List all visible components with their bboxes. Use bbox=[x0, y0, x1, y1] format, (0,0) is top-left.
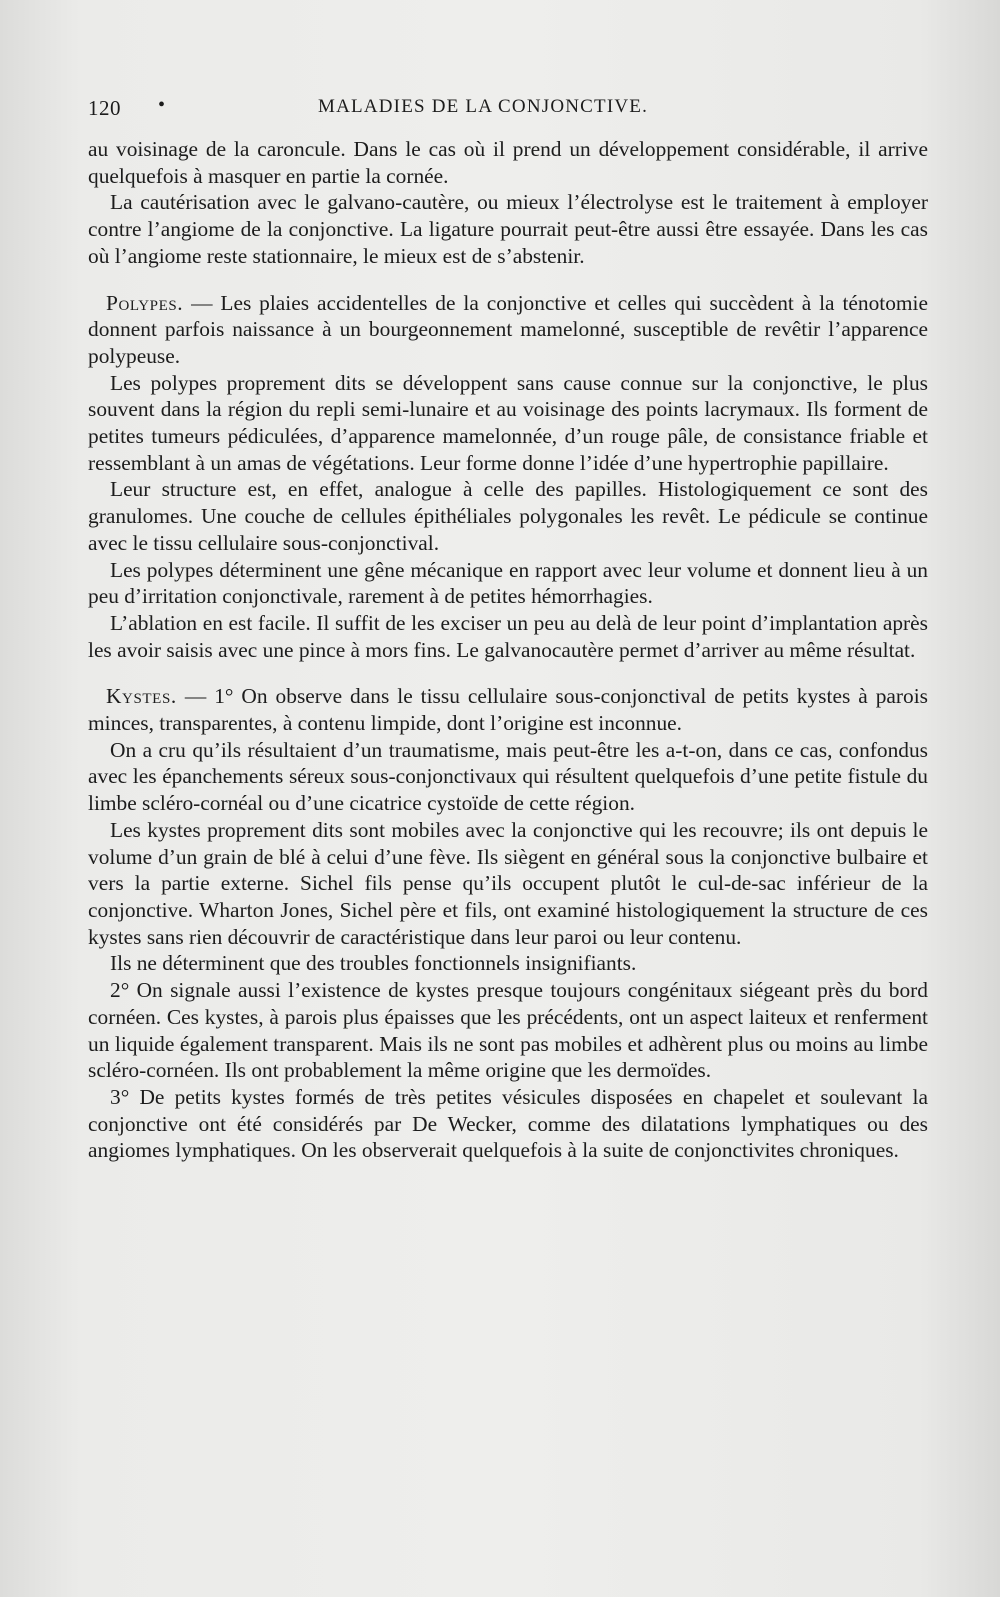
running-head: MALADIES DE LA CONJONCTIVE. bbox=[318, 96, 649, 117]
section-dash: — bbox=[183, 290, 221, 315]
paragraph-kystes-intro bbox=[88, 683, 928, 736]
page-header bbox=[88, 96, 932, 126]
header-bullet: • bbox=[158, 94, 166, 116]
body-text bbox=[88, 136, 928, 1164]
paragraph-polypes-text: Les plaies accidentelles de la conjonctive et celles qui succèdent à la ténotomie donnent parfois naissance à un bourgeonnement mamelonné, susceptible de revêtir l’apparence polypeuse. bbox=[88, 290, 928, 368]
paragraph-polypes-treatment: L’ablation en est facile. Il suffit de les exciser un peu au delà de leur point d’implantation après les avoir saisis avec une pince à mors fins. Le galvanocautère permet d’arriver au même résultat. bbox=[88, 610, 928, 662]
paragraph-kystes-troubles: Ils ne déterminent que des troubles fonctionnels insignifiants. bbox=[110, 951, 637, 976]
paragraph-kystes-mobiles: Les kystes proprement dits sont mobiles avec la conjonctive qui les recouvre; ils ont depuis le volume d’un grain de blé à celui d’une fève. Ils siègent en général sous la conjonctive bulbaire et vers la partie externe. Sichel fils pense qu’ils occupent plutôt le cul-de-sac inférieur de la conjonctive. Wharton Jones, Sichel père et fils, ont examiné histologiquement la structure de ces kystes sans rien découvrir de caractéristique dans leur paroi ou leur contenu. bbox=[88, 817, 928, 949]
paragraph-polypes-symptoms: Les polypes déterminent une gêne mécanique en rapport avec leur volume et donnent lieu à un peu d’irritation conjonctivale, rarement à de petites hémorrhagies. bbox=[88, 557, 928, 609]
paragraph-polypes-intro bbox=[88, 290, 928, 370]
paragraph-polypes-structure: Leur structure est, en effet, analogue à celle des papilles. Histologiquement ce sont des granulomes. Une couche de cellules épithéliales polygonales les revêt. Le pédicule se continue avec le tissu cellulaire sous-conjonctival. bbox=[88, 477, 928, 555]
paragraph-angiome-end: au voisinage de la caroncule. Dans le cas où il prend un développement considérable, il arrive quelquefois à masquer en partie la cornée. bbox=[88, 137, 928, 188]
page-number: 120 bbox=[88, 96, 121, 120]
section-dash: — bbox=[176, 684, 215, 709]
paragraph-polypes-description: Les polypes proprement dits se développent sans cause connue sur la conjonctive, le plus souvent dans la région du repli semi-lunaire et au voisinage des points lacrymaux. Ils forment de petites tumeurs pédiculées, d’apparence mamelonnée, d’un rouge pâle, de consistance friable et ressemblant à un amas de végétations. Leur forme donne l’idée d’une hypertrophie papillaire. bbox=[88, 370, 928, 475]
paragraph-kystes-congenitaux: 2° On signale aussi l’existence de kystes presque toujours congénitaux siégeant près du bord cornéen. Ces kystes, à parois plus épaisses que les précédents, ont un aspect laiteux et renferment un liquide également transparent. Mais ils ne sont pas mobiles et adhèrent plus ou moins au limbe scléro-cornéen. Ils ont probablement la même origine que les dermoïdes. bbox=[88, 978, 928, 1083]
section-head-kystes: Kystes. bbox=[106, 684, 177, 709]
paragraph-kystes-text: 1° On observe dans le tissu cellulaire sous-conjonctival de petits kystes à parois minces, transparentes, à contenu limpide, dont l’origine est inconnue. bbox=[88, 684, 928, 736]
paragraph-kystes-lymphatiques: 3° De petits kystes formés de très petites vésicules disposées en chapelet et soulevant la conjonctive ont été considérés par De Wecker, comme des dilatations lymphatiques ou des angiomes lymphatiques. On les observerait quelquefois à la suite de conjonctivites chroniques. bbox=[88, 1084, 928, 1163]
section-head-polypes: Polypes. bbox=[106, 290, 184, 315]
paragraph-cauterisation: La cautérisation avec le galvano-cautère, ou mieux l’électrolyse est le traitement à employer contre l’angiome de la conjonctive. La ligature pourrait peut-être aussi être essayée. Dans les cas où l’angiome reste stationnaire, le mieux est de s’abstenir. bbox=[88, 190, 928, 268]
paragraph-kystes-traumatisme: On a cru qu’ils résultaient d’un traumatisme, mais peut-être les a-t-on, dans ce cas, confondus avec les épanchements séreux sous-conjonctivaux qui résultent quelquefois d’une petite fistule du limbe scléro-cornéal ou d’une cicatrice cystoïde de cette région. bbox=[88, 737, 928, 816]
